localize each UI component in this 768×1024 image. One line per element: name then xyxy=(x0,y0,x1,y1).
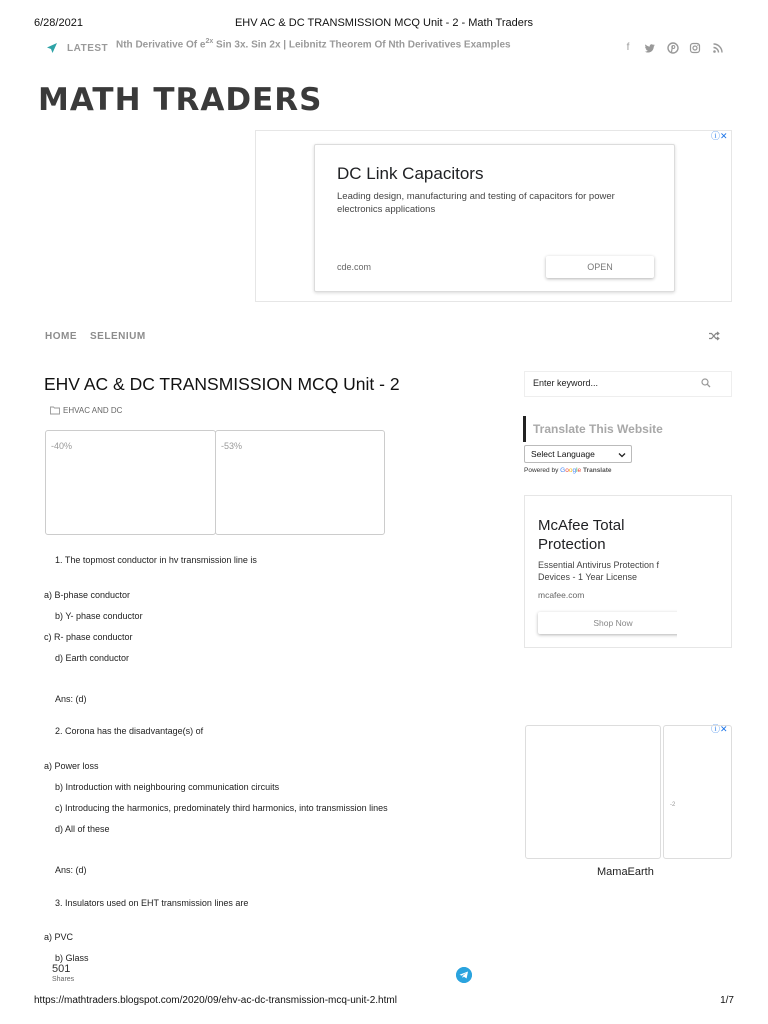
ad-domain: cde.com xyxy=(337,262,372,272)
ad-description: Leading design, manufacturing and testing of capacitors for power electronics applications xyxy=(337,191,615,215)
answer-text: Ans: (d) xyxy=(55,865,87,875)
option-text: b) Y- phase conductor xyxy=(55,611,143,621)
ad-banner-top[interactable] xyxy=(255,130,732,302)
ad-title[interactable]: DC Link Capacitors xyxy=(337,164,484,183)
latest-label: LATEST xyxy=(67,43,109,54)
site-logo[interactable]: MATH TRADERS xyxy=(38,82,323,118)
search-input[interactable] xyxy=(533,378,693,388)
ad-brand-label[interactable]: MamaEarth xyxy=(597,866,654,878)
paper-plane-icon xyxy=(46,42,58,54)
search-icon[interactable] xyxy=(701,378,711,388)
translate-widget-title: Translate This Website xyxy=(533,422,663,436)
nav-selenium[interactable]: SELENIUM xyxy=(90,331,146,342)
chevron-down-icon xyxy=(618,451,626,459)
question-text: 2. Corona has the disadvantage(s) of xyxy=(55,726,204,736)
print-url: https://mathtraders.blogspot.com/2020/09/ehv-ac-dc-transmission-mcq-unit-2.html xyxy=(34,995,397,1006)
ad-open-button[interactable]: OPEN xyxy=(546,256,654,278)
latest-news-superscript: 2x xyxy=(205,38,214,45)
google-letter: o xyxy=(568,467,573,474)
discount-badge: -2 xyxy=(670,802,676,808)
telegram-icon[interactable] xyxy=(456,967,472,983)
question-text: 1. The topmost conductor in hv transmission line is xyxy=(55,555,257,565)
nav-home[interactable]: HOME xyxy=(45,331,77,342)
search-box[interactable] xyxy=(524,371,732,397)
share-count: 501 xyxy=(52,963,71,975)
twitter-icon[interactable] xyxy=(644,42,656,54)
print-page-number: 1/7 xyxy=(720,995,734,1006)
ad-shop-button[interactable]: Shop Now xyxy=(538,612,688,634)
option-text: a) PVC xyxy=(44,932,74,942)
google-letter: e xyxy=(577,467,582,474)
ad-domain: mcafee.com xyxy=(538,590,585,600)
discount-badge: -53% xyxy=(221,441,243,451)
ad-card[interactable] xyxy=(314,144,675,292)
ad-sidebar[interactable] xyxy=(524,495,732,648)
option-text: c) Introducing the harmonics, predominately third harmonics, into transmission lines xyxy=(55,803,388,813)
option-text: d) Earth conductor xyxy=(55,653,130,663)
google-letter: G xyxy=(560,467,566,474)
post-category[interactable]: EHVAC AND DC xyxy=(63,406,123,415)
rss-icon[interactable] xyxy=(712,42,724,54)
folder-icon xyxy=(50,406,60,415)
share-label: Shares xyxy=(52,976,75,983)
latest-news-text-end: Sin 3x. Sin 2x | Leibnitz Theorem Of Nth Derivatives Examples xyxy=(213,39,511,51)
translate-link[interactable]: Translate xyxy=(582,467,612,474)
answer-text: Ans: (d) xyxy=(55,694,87,704)
instagram-icon[interactable] xyxy=(689,42,701,54)
facebook-icon[interactable]: f xyxy=(626,42,630,53)
shuffle-icon[interactable] xyxy=(708,330,720,342)
powered-by-label: Powered by xyxy=(524,467,559,474)
print-title: EHV AC & DC TRANSMISSION MCQ Unit - 2 - Math Traders xyxy=(234,17,534,29)
post-title: EHV AC & DC TRANSMISSION MCQ Unit - 2 xyxy=(44,374,400,394)
product-thumb[interactable] xyxy=(663,725,732,859)
language-select[interactable] xyxy=(524,445,632,463)
google-letter: l xyxy=(576,467,578,474)
product-thumb[interactable] xyxy=(45,430,216,535)
pinterest-icon[interactable] xyxy=(667,42,679,54)
product-thumb[interactable] xyxy=(215,430,385,535)
ad-description xyxy=(538,559,659,583)
google-letter: g xyxy=(572,467,577,474)
widget-accent-bar xyxy=(523,416,526,442)
google-letter: o xyxy=(565,467,569,474)
print-date: 6/28/2021 xyxy=(34,17,83,29)
powered-by-google[interactable] xyxy=(524,467,612,474)
question-text: 3. Insulators used on EHT transmission lines are xyxy=(55,898,249,908)
option-text: c) R- phase conductor xyxy=(44,632,133,642)
ad-title[interactable]: McAfee Total Protection xyxy=(538,517,625,553)
option-text: d) All of these xyxy=(55,824,110,834)
option-text: b) Glass xyxy=(55,953,89,963)
discount-badge: -40% xyxy=(51,441,73,451)
ad-sidebar-bottom[interactable] xyxy=(524,724,732,862)
product-thumb[interactable] xyxy=(525,725,661,859)
ad-description-line: Essential Antivirus Protection f xyxy=(538,560,660,570)
adchoices-icon[interactable]: ⓘ✕ xyxy=(711,724,728,734)
latest-news-text-start: Nth Derivative Of e xyxy=(116,39,206,51)
option-text: a) B-phase conductor xyxy=(44,590,131,600)
option-text: a) Power loss xyxy=(44,761,99,771)
language-select-value: Select Language xyxy=(531,449,595,459)
adchoices-icon[interactable]: ⓘ✕ xyxy=(711,131,728,141)
ad-description-line: Devices - 1 Year License xyxy=(538,572,638,582)
ad-sidebar-edge xyxy=(677,496,732,648)
option-text: b) Introduction with neighbouring communication circuits xyxy=(55,782,280,792)
latest-news-link[interactable] xyxy=(116,38,511,50)
